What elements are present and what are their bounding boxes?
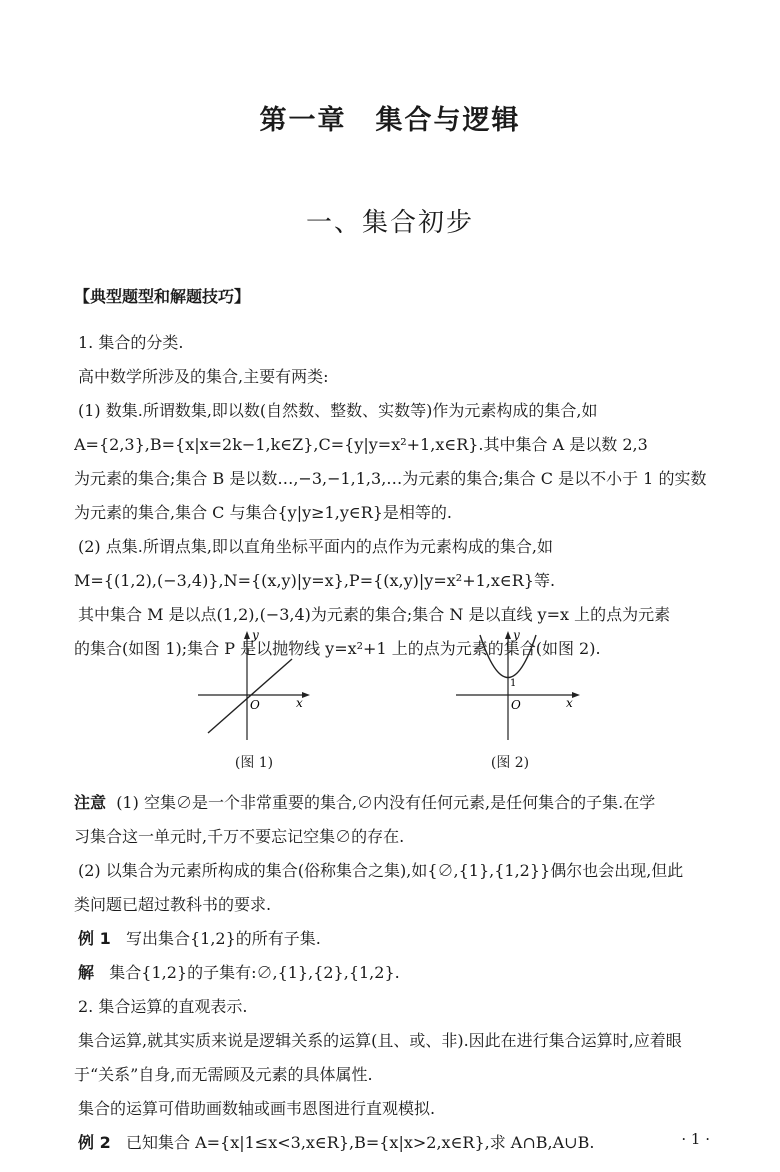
text-block-2 (74, 786, 714, 1160)
text-line: A={2,3},B={x|x=2k−1,k∈Z},C={y|y=x²+1,x∈R}.其中集合 A 是以数 2,3 (74, 435, 648, 454)
x-axis-arrow (572, 692, 580, 698)
text-line: (2) 以集合为元素所构成的集合(俗称集合之集),如{∅,{1},{1,2}}偶尔也会出现,但此 (78, 861, 684, 880)
x-axis-arrow (302, 692, 310, 698)
text-line: 集合的运算可借助画数轴或画韦恩图进行直观模拟. (78, 1099, 436, 1118)
x-axis-label: x (566, 696, 573, 710)
chapter-title: 第一章 集合与逻辑 (259, 105, 521, 136)
origin-label: O (511, 698, 521, 712)
figure-1-caption: (图 1) (234, 755, 274, 771)
text-line: (2) 点集.所谓点集,即以直角坐标平面内的点作为元素构成的集合,如 (78, 537, 554, 556)
text-line: M={(1,2),(−3,4)},N={(x,y)|y=x},P={(x,y)|y=x²+1,x∈R}等. (74, 571, 556, 590)
box-heading: 【典型题型和解题技巧】 (74, 287, 251, 306)
section-title: 一、集合初步 (305, 208, 474, 238)
example-2-label: 例 2 (78, 1133, 111, 1152)
text-line: (1) 空集∅是一个非常重要的集合,∅内没有任何元素,是任何集合的子集.在学 (116, 793, 656, 812)
text-line: 为元素的集合,集合 C 与集合{y|y≥1,y∈R}是相等的. (74, 503, 453, 522)
x-axis-label: x (296, 696, 303, 710)
text-line: 的集合(如图 1);集合 P 是以抛物线 y=x²+1 上的点为元素的集合(如图 2). (74, 639, 601, 658)
solution-label: 解 (78, 963, 95, 982)
text-line: 类问题已超过教科书的要求. (74, 895, 272, 914)
page-number: · 1 · (681, 1130, 710, 1148)
example-1-label: 例 1 (78, 929, 111, 948)
example-2 (74, 1126, 714, 1160)
text-line: (1) 数集.所谓数集,即以数(自然数、整数、实数等)作为元素构成的集合,如 (78, 401, 598, 420)
example-1-text: 写出集合{1,2}的所有子集. (125, 929, 321, 948)
text-line: 为元素的集合;集合 B 是以数…,−3,−1,1,3,…为元素的集合;集合 C 是以不小于 1 的实数 (74, 469, 707, 488)
text-line: 1. 集合的分类. (78, 333, 184, 352)
origin-label: O (250, 698, 260, 712)
line-y-equals-x (208, 659, 292, 733)
text-line: 其中集合 M 是以点(1,2),(−3,4)为元素的集合;集合 N 是以直线 y=x 上的点为元素 (78, 605, 671, 624)
figure-2-caption: (图 2) (490, 755, 530, 771)
text-block-1 (74, 326, 714, 666)
solution-text: 集合{1,2}的子集有:∅,{1},{2},{1,2}. (109, 963, 400, 982)
y-axis-arrow (244, 631, 250, 639)
example-2-text: 已知集合 A={x|1≤x<3,x∈R},B={x|x>2,x∈R},求 A∩B,A∪B. (125, 1133, 595, 1152)
note-label: 注意 (74, 793, 107, 812)
text-line: 2. 集合运算的直观表示. (78, 997, 248, 1016)
figure-2-parabola-graph (450, 625, 590, 745)
example-1 (74, 922, 714, 956)
y-axis-label: y (513, 628, 520, 642)
text-line: 高中数学所涉及的集合,主要有两类: (78, 367, 329, 386)
solution-1 (74, 956, 714, 990)
y-axis-label: y (252, 628, 259, 642)
note-line (74, 786, 714, 820)
figure-1-line-graph (190, 625, 320, 745)
tick-label-1: 1 (510, 678, 517, 689)
text-line: 集合运算,就其实质来说是逻辑关系的运算(且、或、非).因此在进行集合运算时,应着眼 (78, 1031, 682, 1050)
y-axis-arrow (505, 631, 511, 639)
text-line: 习集合这一单元时,千万不要忘记空集∅的存在. (74, 827, 405, 846)
text-line: 于“关系”自身,而无需顾及元素的具体属性. (74, 1065, 373, 1084)
